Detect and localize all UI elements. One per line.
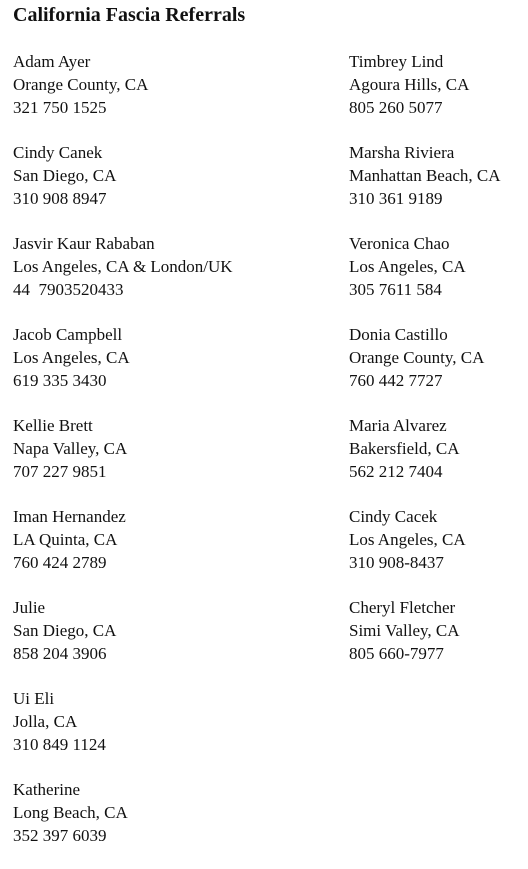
referral-phone: 310 908-8437 [349, 553, 444, 572]
referral-location: Los Angeles, CA & London/UK [13, 257, 233, 276]
referral-phone: 760 442 7727 [349, 371, 443, 390]
referral-phone: 619 335 3430 [13, 371, 107, 390]
referral-entry [349, 505, 527, 596]
referral-phone: 805 660-7977 [349, 644, 444, 663]
referrals-left-column [13, 50, 333, 869]
referral-location: Los Angeles, CA [349, 530, 466, 549]
referral-phone: 44 7903520433 [13, 280, 124, 299]
referral-phone: 805 260 5077 [349, 98, 443, 117]
referral-location: Los Angeles, CA [13, 348, 130, 367]
referral-name: Julie [13, 598, 46, 617]
referral-name: Katherine [13, 780, 81, 799]
referral-name: Adam Ayer [13, 52, 91, 71]
referral-location: Simi Valley, CA [349, 621, 460, 640]
referral-entry [349, 414, 527, 505]
referral-entry [349, 141, 527, 232]
referral-entry [13, 141, 333, 232]
referral-location: Napa Valley, CA [13, 439, 128, 458]
referral-phone: 760 424 2789 [13, 553, 107, 572]
referral-entry [349, 596, 527, 687]
referral-name: Kellie Brett [13, 416, 93, 435]
referral-location: Jolla, CA [13, 712, 78, 731]
referral-entry [13, 323, 333, 414]
referral-entry [349, 232, 527, 323]
referral-name: Donia Castillo [349, 325, 448, 344]
referral-name: Iman Hernandez [13, 507, 126, 526]
referral-entry [349, 323, 527, 414]
referral-location: San Diego, CA [13, 166, 117, 185]
referral-location: Long Beach, CA [13, 803, 128, 822]
referral-name: Veronica Chao [349, 234, 450, 253]
referral-name: Timbrey Lind [349, 52, 444, 71]
referrals-right-column [349, 50, 527, 687]
referral-location: San Diego, CA [13, 621, 117, 640]
referral-phone: 310 849 1124 [13, 735, 106, 754]
referral-entry [13, 505, 333, 596]
referral-name: Jasvir Kaur Rababan [13, 234, 155, 253]
referral-name: Cheryl Fletcher [349, 598, 456, 617]
referral-name: Ui Eli [13, 689, 55, 708]
referral-name: Cindy Cacek [349, 507, 438, 526]
referral-location: Los Angeles, CA [349, 257, 466, 276]
referral-entry [13, 232, 333, 323]
referral-entry [349, 50, 527, 141]
referral-entry [13, 50, 333, 141]
referral-location: Manhattan Beach, CA [349, 166, 501, 185]
referral-phone: 858 204 3906 [13, 644, 107, 663]
referral-entry [13, 414, 333, 505]
referral-entry [13, 596, 333, 687]
referral-entry [13, 778, 333, 869]
referral-location: Agoura Hills, CA [349, 75, 470, 94]
referral-phone: 321 750 1525 [13, 98, 107, 117]
referral-entry [13, 687, 333, 778]
referral-location: Orange County, CA [13, 75, 149, 94]
referral-phone: 707 227 9851 [13, 462, 107, 481]
referral-name: Marsha Riviera [349, 143, 455, 162]
referral-name: Maria Alvarez [349, 416, 447, 435]
referral-location: Bakersfield, CA [349, 439, 460, 458]
referral-phone: 562 212 7404 [349, 462, 443, 481]
referral-location: LA Quinta, CA [13, 530, 118, 549]
page-title: California Fascia Referrals [13, 4, 246, 26]
referral-location: Orange County, CA [349, 348, 485, 367]
referral-name: Jacob Campbell [13, 325, 123, 344]
referral-phone: 310 908 8947 [13, 189, 107, 208]
referral-phone: 352 397 6039 [13, 826, 107, 845]
referral-phone: 305 7611 584 [349, 280, 442, 299]
referral-phone: 310 361 9189 [349, 189, 443, 208]
referral-name: Cindy Canek [13, 143, 103, 162]
